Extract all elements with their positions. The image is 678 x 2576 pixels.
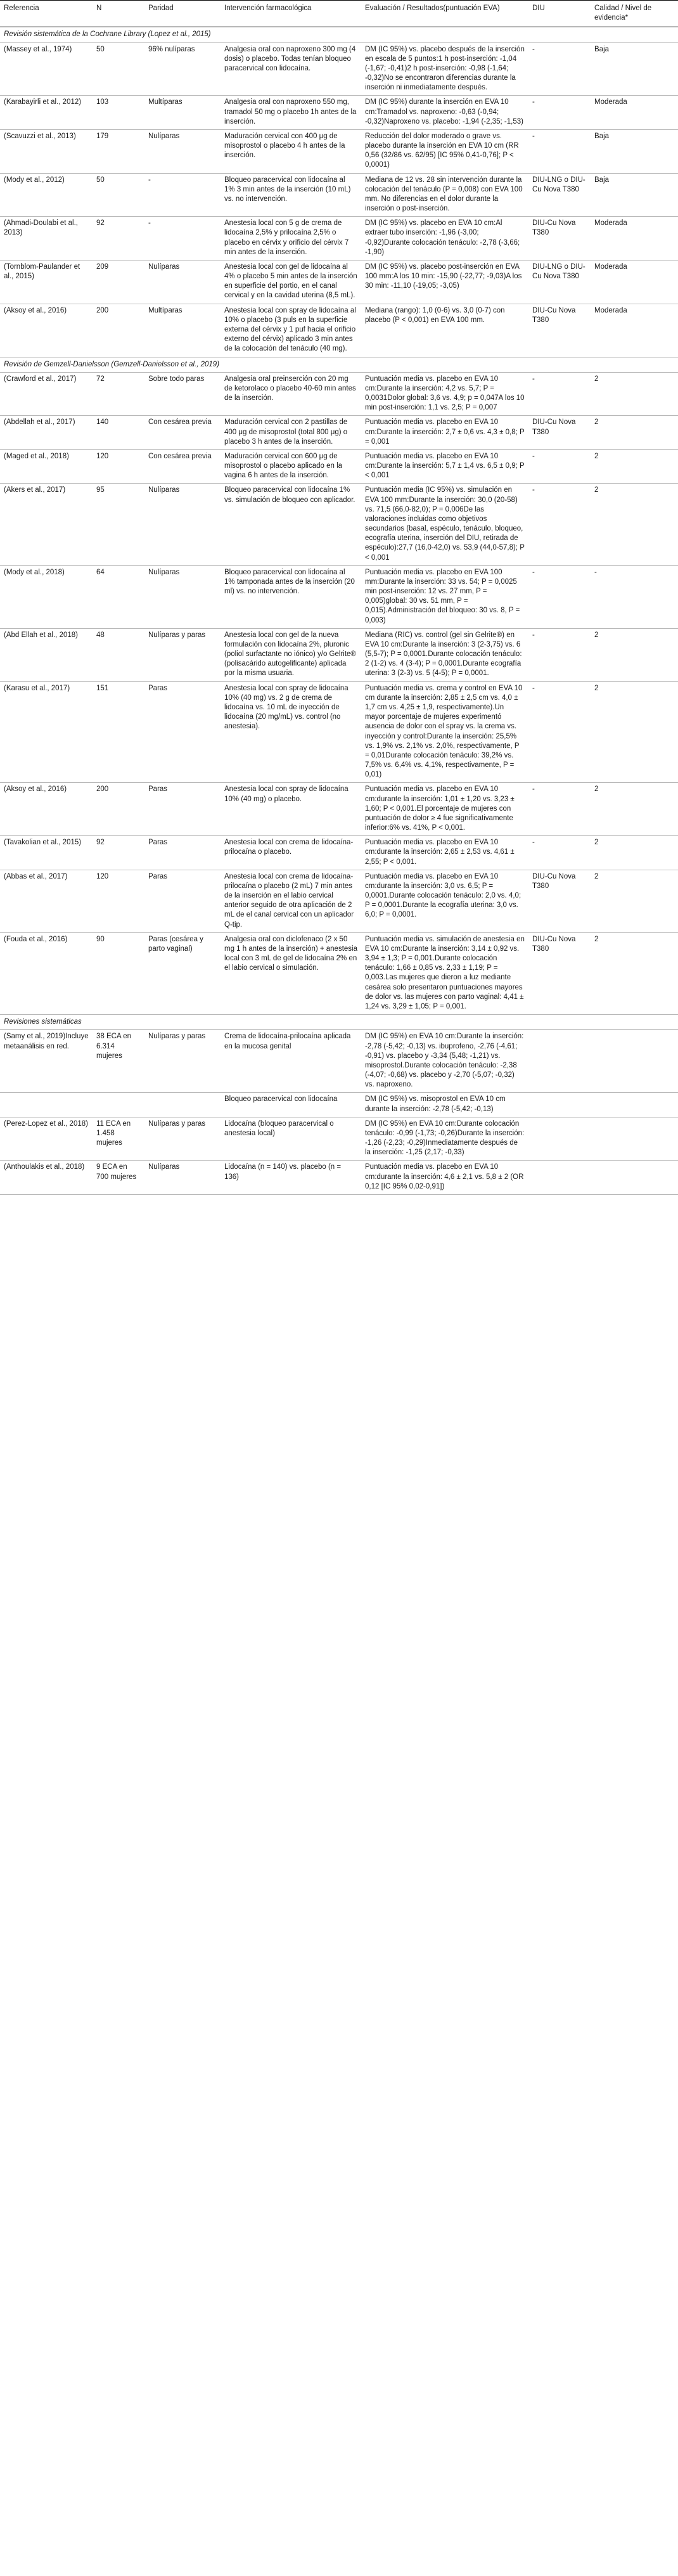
- cell-parity: Multíparas: [144, 304, 221, 357]
- section-heading-row: [0, 1015, 678, 1030]
- header-reference: Referencia: [0, 1, 93, 27]
- cell-iud: DIU-Cu Nova T380: [528, 932, 591, 1014]
- section-title: Revisión de Gemzell-Danielsson (Gemzell-Danielsson et al., 2019): [0, 357, 678, 372]
- cell-iud: [528, 1030, 591, 1093]
- cell-n: 72: [93, 372, 144, 416]
- table-row: [0, 449, 678, 484]
- cell-parity: Nulíparas y paras: [144, 1117, 221, 1161]
- cell-intervention: Anestesia local con crema de lidocaína-prilocaína o placebo.: [221, 836, 361, 870]
- cell-n: 92: [93, 217, 144, 261]
- cell-reference: (Massey et al., 1974): [0, 42, 93, 96]
- cell-n: 209: [93, 260, 144, 304]
- cell-intervention: Anestesia local con gel de lidocaína al 4% o placebo 5 min antes de la inserción en superficie del portio, en el canal cervical y en la cavidad uterina (8,5 mL).: [221, 260, 361, 304]
- table-row: [0, 416, 678, 450]
- cell-iud: -: [528, 836, 591, 870]
- cell-quality: 2: [591, 870, 678, 932]
- table-row: [0, 1117, 678, 1161]
- cell-intervention: Anestesia local con spray de lidocaína al 10% o placebo (3 puls en la superficie externa del cérvix y 1 puf hacia el orificio externo del cérvix) aplicado 3 min antes de la colocación del tenáculo (40 mg).: [221, 304, 361, 357]
- cell-evaluation: Mediana (RIC) vs. control (gel sin Gelrite®) en EVA 10 cm:Durante la inserción: 3 (2-3,75) vs. 6 (5,5-7); P = 0,0001.Durante colocación tenáculo: 2 (1-2) vs. 4 (3-4); P = 0,0001.Durante ecografía uterina: 3 (2-3) vs. 5 (4-5); P = 0,0001.: [361, 628, 528, 681]
- cell-intervention: Maduración cervical con 600 μg de misoprostol o placebo aplicado en la vagina 6 h antes de la inserción.: [221, 449, 361, 484]
- table-row: [0, 565, 678, 628]
- cell-n: 140: [93, 416, 144, 450]
- table-row: [0, 1093, 678, 1117]
- cell-reference: (Anthoulakis et al., 2018): [0, 1161, 93, 1195]
- cell-parity: Paras (cesárea y parto vaginal): [144, 932, 221, 1014]
- cell-n: 50: [93, 173, 144, 217]
- cell-evaluation: DM (IC 95%) en EVA 10 cm:Durante la inserción: -2,78 (-5,42; -0,13) vs. ibuprofeno, -2,76 (-4,61; -0,91) vs. placebo y -3,34 (5,48; -1,21) vs. misoprostol.Durante colocación tenáculo: -2,38 (-4,07; -0,68) vs. placebo y -2,70 (-5,07; -0,32) vs. naproxeno.: [361, 1030, 528, 1093]
- cell-iud: -: [528, 129, 591, 173]
- cell-iud: DIU-Cu Nova T380: [528, 416, 591, 450]
- cell-n: 48: [93, 628, 144, 681]
- cell-quality: [591, 1161, 678, 1195]
- table-row: [0, 217, 678, 261]
- cell-parity: Nulíparas y paras: [144, 1030, 221, 1093]
- cell-parity: Con cesárea previa: [144, 416, 221, 450]
- cell-reference: (Aksoy et al., 2016): [0, 783, 93, 836]
- cell-evaluation: Puntuación media vs. placebo en EVA 10 cm:durante la inserción: 4,6 ± 2,1 vs. 5,8 ± 2 (OR 0,12 [IC 95% 0,02-0,91]): [361, 1161, 528, 1195]
- cell-iud: DIU-LNG o DIU-Cu Nova T380: [528, 260, 591, 304]
- table-row: [0, 260, 678, 304]
- cell-iud: -: [528, 681, 591, 783]
- cell-iud: -: [528, 96, 591, 130]
- cell-n: 179: [93, 129, 144, 173]
- cell-quality: Moderada: [591, 96, 678, 130]
- cell-parity: Con cesárea previa: [144, 449, 221, 484]
- section-heading-row: [0, 357, 678, 372]
- cell-parity: Paras: [144, 783, 221, 836]
- table-row: [0, 836, 678, 870]
- cell-intervention: Analgesia oral con naproxeno 300 mg (4 dosis) o placebo. Todas tenían bloqueo paracervical con lidocaína.: [221, 42, 361, 96]
- cell-intervention: Maduración cervical con 400 μg de misoprostol o placebo 4 h antes de la inserción.: [221, 129, 361, 173]
- cell-iud: DIU-Cu Nova T380: [528, 870, 591, 932]
- cell-n: 9 ECA en 700 mujeres: [93, 1161, 144, 1195]
- cell-evaluation: Puntuación media vs. placebo en EVA 100 mm:Durante la inserción: 33 vs. 54; P = 0,0025 min post-inserción: 12 vs. 27 mm, P = 0,005)global: 30 vs. 51 mm, P = 0,015).Administración del bloqueo: 30 vs. 8, P = 0,003): [361, 565, 528, 628]
- cell-parity: Nulíparas: [144, 260, 221, 304]
- table-row: [0, 173, 678, 217]
- cell-evaluation: Puntuación media vs. placebo en EVA 10 cm:Durante la inserción: 4,2 vs. 5,7; P = 0,0031Dolor global: 3,6 vs. 4,9; p = 0,047A los 10 min post-inserción: 1,1 vs. 2,5; P = 0,007: [361, 372, 528, 416]
- cell-intervention: Anestesia local con crema de lidocaína-prilocaína o placebo (2 mL) 7 min antes de la inserción en el labio cervical anterior seguido de otra aplicación de 2 mL de el canal cervical con un aplicador Q-tip.: [221, 870, 361, 932]
- cell-quality: 2: [591, 449, 678, 484]
- cell-parity: Multíparas: [144, 96, 221, 130]
- cell-iud: DIU-LNG o DIU-Cu Nova T380: [528, 173, 591, 217]
- cell-n: 103: [93, 96, 144, 130]
- cell-n: 120: [93, 449, 144, 484]
- cell-reference: (Fouda et al., 2016): [0, 932, 93, 1014]
- cell-n: 64: [93, 565, 144, 628]
- cell-reference: (Abdellah et al., 2017): [0, 416, 93, 450]
- cell-intervention: Bloqueo paracervical con lidocaína al 1% tamponada antes de la inserción (20 ml) vs. no intervención.: [221, 565, 361, 628]
- cell-reference: (Karasu et al., 2017): [0, 681, 93, 783]
- cell-intervention: Bloqueo paracervical con lidocaína: [221, 1093, 361, 1117]
- cell-n: 11 ECA en 1.458 mujeres: [93, 1117, 144, 1161]
- cell-parity: -: [144, 173, 221, 217]
- cell-evaluation: DM (IC 95%) en EVA 10 cm:Durante colocación tenáculo: -0,99 (-1,73; -0,26)Durante la inserción: -1,26 (-2,23; -0,29)Inmediatamente después de la inserción: -1,25 (2,17; -0,33): [361, 1117, 528, 1161]
- cell-evaluation: Puntuación media vs. placebo en EVA 10 cm:Durante la inserción: 2,7 ± 0,6 vs. 4,3 ± 0,8; P = 0,001: [361, 416, 528, 450]
- table-row: [0, 783, 678, 836]
- cell-iud: -: [528, 449, 591, 484]
- cell-reference: (Mody et al., 2018): [0, 565, 93, 628]
- cell-quality: Baja: [591, 173, 678, 217]
- cell-intervention: Anestesia local con 5 g de crema de lidocaína 2,5% y prilocaína 2,5% o placebo en cérvix y orificio del cérvix 7 min antes de la inserción.: [221, 217, 361, 261]
- cell-iud: [528, 1093, 591, 1117]
- table-row: [0, 870, 678, 932]
- cell-quality: Moderada: [591, 304, 678, 357]
- section-title: Revisión sistemática de la Cochrane Library (Lopez et al., 2015): [0, 27, 678, 42]
- table-row: [0, 1161, 678, 1195]
- cell-reference: (Perez-Lopez et al., 2018): [0, 1117, 93, 1161]
- table-row: [0, 681, 678, 783]
- cell-parity: -: [144, 217, 221, 261]
- cell-evaluation: Puntuación media vs. simulación de anestesia en EVA 10 cm:Durante la inserción: 3,14 ± 0,92 vs. 3,94 ± 1,3; P = 0,001.Durante colocación tenáculo: 1,66 ± 0,85 vs. 2,33 ± 1,19; P = 0,003.Las mujeres que dieron a luz mediante cesárea solo presentaron puntuaciones mayores de dolor vs. las mujeres con parto vaginal: 4,41 ± 1,24 vs. 3,29 ± 1,05; P = 0,001.: [361, 932, 528, 1014]
- cell-intervention: Anestesia local con spray de lidocaína 10% (40 mg) vs. 2 g de crema de lidocaína vs. 10 mL de inyección de lidocaína (20 mg/mL) vs. control (no anestesia).: [221, 681, 361, 783]
- table-row: [0, 932, 678, 1014]
- cell-quality: 2: [591, 783, 678, 836]
- cell-evaluation: Puntuación media vs. placebo en EVA 10 cm:durante la inserción: 2,65 ± 2,53 vs. 4,61 ± 2,55; P < 0,001.: [361, 836, 528, 870]
- cell-intervention: Anestesia local con gel de la nueva formulación con lidocaína 2%, pluronic (poliol surfactante no iónico) y/o Gelrite® (polisacárido autogelificante) aplicada por la misma usuaria.: [221, 628, 361, 681]
- cell-evaluation: DM (IC 95%) vs. placebo en EVA 10 cm:Al extraer tubo inserción: -1,96 (-3,00; -0,92)Durante colocación tenáculo: -2,78 (-3,66; -1,90): [361, 217, 528, 261]
- table-row: [0, 484, 678, 565]
- header-parity: Paridad: [144, 1, 221, 27]
- header-intervention: Intervención farmacológica: [221, 1, 361, 27]
- cell-parity: Paras: [144, 681, 221, 783]
- cell-n: 90: [93, 932, 144, 1014]
- cell-intervention: Anestesia local con spray de lidocaína 10% (40 mg) o placebo.: [221, 783, 361, 836]
- cell-quality: Moderada: [591, 260, 678, 304]
- cell-reference: (Karabayirli et al., 2012): [0, 96, 93, 130]
- cell-parity: Nulíparas: [144, 565, 221, 628]
- cell-reference: (Maged et al., 2018): [0, 449, 93, 484]
- section-heading-row: [0, 27, 678, 42]
- cell-reference: (Mody et al., 2012): [0, 173, 93, 217]
- cell-parity: Nulíparas y paras: [144, 628, 221, 681]
- cell-intervention: Maduración cervical con 2 pastillas de 400 μg de misoprostol (total 800 μg) o placebo 3 h antes de la inserción.: [221, 416, 361, 450]
- cell-reference: (Abbas et al., 2017): [0, 870, 93, 932]
- evidence-table-page: [0, 0, 678, 1195]
- cell-evaluation: DM (IC 95%) vs. misoprostol en EVA 10 cm durante la inserción: -2,78 (-5,42; -0,13): [361, 1093, 528, 1117]
- cell-n: 92: [93, 836, 144, 870]
- cell-quality: Moderada: [591, 217, 678, 261]
- table-header-row: [0, 1, 678, 27]
- cell-n: [93, 1093, 144, 1117]
- table-row: [0, 304, 678, 357]
- cell-evaluation: Puntuación media vs. placebo en EVA 10 cm:durante la inserción: 3,0 vs. 6,5; P = 0,0001.Durante colocación tenáculo: 2,0 vs. 4,0; P = 0,0001.Durante la ecografía uterina: 3,0 vs. 6,0; P = 0,0001.: [361, 870, 528, 932]
- cell-intervention: Lidocaína (n = 140) vs. placebo (n = 136): [221, 1161, 361, 1195]
- cell-quality: Baja: [591, 129, 678, 173]
- cell-quality: 2: [591, 681, 678, 783]
- table-row: [0, 96, 678, 130]
- cell-parity: Paras: [144, 870, 221, 932]
- cell-n: 151: [93, 681, 144, 783]
- cell-quality: 2: [591, 628, 678, 681]
- cell-reference: [0, 1093, 93, 1117]
- cell-reference: (Aksoy et al., 2016): [0, 304, 93, 357]
- cell-iud: DIU-Cu Nova T380: [528, 217, 591, 261]
- cell-evaluation: DM (IC 95%) vs. placebo post-inserción en EVA 100 mm:A los 10 min: -15,90 (-22,77; -9,03)A los 30 min: -11,10 (-19,05; -3,05): [361, 260, 528, 304]
- cell-evaluation: Reducción del dolor moderado o grave vs. placebo durante la inserción en EVA 10 cm (RR 0,56 (32/86 vs. 62/95) [IC 95% 0,41-0,76]; P < 0,0001): [361, 129, 528, 173]
- cell-iud: [528, 1161, 591, 1195]
- cell-quality: Baja: [591, 42, 678, 96]
- cell-intervention: Analgesia oral preinserción con 20 mg de ketorolaco o placebo 40-60 min antes de la inserción.: [221, 372, 361, 416]
- cell-evaluation: Puntuación media (IC 95%) vs. simulación en EVA 100 mm:Durante la inserción: 30,0 (20-58) vs. 71,5 (66,0-82,0); P = 0,006De las valoraciones incluidas como objetivos secundarios (basal, espéculo, tenáculo, bloqueo, ecografía uterina, inserción del DIU, retirada de espéculo):27,7 (16,0-42,0) vs. 53,9 (44,0-57,8); P < 0,001: [361, 484, 528, 565]
- cell-reference: (Scavuzzi et al., 2013): [0, 129, 93, 173]
- table-row: [0, 1030, 678, 1093]
- cell-n: 200: [93, 783, 144, 836]
- cell-parity: [144, 1093, 221, 1117]
- cell-quality: [591, 1117, 678, 1161]
- table-body: [0, 27, 678, 1195]
- cell-evaluation: Puntuación media vs. crema y control en EVA 10 cm durante la inserción: 2,85 ± 2,5 cm vs. 4,0 ± 1,7 cm vs. 4,25 ± 1,9, respectivamente).Un mayor porcentaje de mujeres experimentó ausencia de dolor con el spray vs. la crema vs. inyección y control:Durante la inserción: 25,5% vs. 1,9% vs. 2,1% vs. 2,0%, respectivamente, P = 0,01Durante colocación tenáculo: 39,2% vs. 7,5% vs. 6,4% vs. 4,1%, respectivamente, P = 0,01): [361, 681, 528, 783]
- cell-evaluation: DM (IC 95%) vs. placebo después de la inserción en escala de 5 puntos:1 h post-inserción: -1,04 (-1,67; -0,41)2 h post-inserción: -0,98 (-1,64; -0,32)No se encontraron diferencias durante la inserción ni inmediatamente después.: [361, 42, 528, 96]
- cell-evaluation: Mediana de 12 vs. 28 sin intervención durante la colocación del tenáculo (P = 0,008) con EVA 100 mm. No diferencias en el dolor durante la inserción o post-inserción.: [361, 173, 528, 217]
- cell-reference: (Tavakolian et al., 2015): [0, 836, 93, 870]
- cell-n: 200: [93, 304, 144, 357]
- cell-iud: -: [528, 565, 591, 628]
- cell-intervention: Crema de lidocaína-prilocaína aplicada en la mucosa genital: [221, 1030, 361, 1093]
- cell-quality: 2: [591, 372, 678, 416]
- table-row: [0, 129, 678, 173]
- cell-iud: -: [528, 372, 591, 416]
- cell-intervention: Bloqueo paracervical con lidocaína 1% vs. simulación de bloqueo con aplicador.: [221, 484, 361, 565]
- cell-reference: (Abd Ellah et al., 2018): [0, 628, 93, 681]
- evidence-table: [0, 0, 678, 1195]
- header-quality: Calidad / Nivel de evidencia*: [591, 1, 678, 27]
- header-iud: DIU: [528, 1, 591, 27]
- cell-n: 120: [93, 870, 144, 932]
- cell-evaluation: Puntuación media vs. placebo en EVA 10 cm:durante la inserción: 1,01 ± 1,20 vs. 3,23 ± 1,60; P < 0,001.El porcentaje de mujeres con puntuación de dolor ≥ 4 fue significativamente inferior:6% vs. 41%, P < 0,001.: [361, 783, 528, 836]
- cell-intervention: Analgesia oral con diclofenaco (2 x 50 mg 1 h antes de la inserción) + anestesia local con 3 mL de gel de lidocaína 2% en el labio cervical o simulación.: [221, 932, 361, 1014]
- cell-parity: Nulíparas: [144, 484, 221, 565]
- table-row: [0, 42, 678, 96]
- cell-iud: [528, 1117, 591, 1161]
- cell-parity: Nulíparas: [144, 1161, 221, 1195]
- cell-intervention: Lidocaína (bloqueo paracervical o anestesia local): [221, 1117, 361, 1161]
- header-n: N: [93, 1, 144, 27]
- cell-reference: (Crawford et al., 2017): [0, 372, 93, 416]
- cell-evaluation: Puntuación media vs. placebo en EVA 10 cm:Durante la inserción: 5,7 ± 1,4 vs. 6,5 ± 0,9; P < 0,001: [361, 449, 528, 484]
- cell-reference: (Samy et al., 2019)Incluye metaanálisis en red.: [0, 1030, 93, 1093]
- cell-parity: 96% nulíparas: [144, 42, 221, 96]
- cell-parity: Sobre todo paras: [144, 372, 221, 416]
- cell-quality: 2: [591, 416, 678, 450]
- cell-iud: -: [528, 42, 591, 96]
- table-row: [0, 628, 678, 681]
- cell-reference: (Akers et al., 2017): [0, 484, 93, 565]
- cell-iud: DIU-Cu Nova T380: [528, 304, 591, 357]
- cell-iud: -: [528, 484, 591, 565]
- cell-iud: -: [528, 628, 591, 681]
- cell-quality: -: [591, 565, 678, 628]
- cell-n: 50: [93, 42, 144, 96]
- cell-reference: (Tornblom-Paulander et al., 2015): [0, 260, 93, 304]
- cell-evaluation: DM (IC 95%) durante la inserción en EVA 10 cm:Tramadol vs. naproxeno: -0,63 (-0,94; -0,32)Naproxeno vs. placebo: -1,94 (-2,35; -1,53): [361, 96, 528, 130]
- cell-parity: Paras: [144, 836, 221, 870]
- cell-intervention: Bloqueo paracervical con lidocaína al 1% 3 min antes de la inserción (10 mL) vs. no intervención.: [221, 173, 361, 217]
- cell-reference: (Ahmadi-Doulabi et al., 2013): [0, 217, 93, 261]
- cell-quality: [591, 1093, 678, 1117]
- section-title: Revisiones sistemáticas: [0, 1015, 678, 1030]
- cell-quality: 2: [591, 836, 678, 870]
- cell-intervention: Analgesia oral con naproxeno 550 mg, tramadol 50 mg o placebo 1h antes de la inserción.: [221, 96, 361, 130]
- cell-parity: Nulíparas: [144, 129, 221, 173]
- cell-evaluation: Mediana (rango): 1,0 (0-6) vs. 3,0 (0-7) con placebo (P < 0,001) en EVA 100 mm.: [361, 304, 528, 357]
- cell-n: 95: [93, 484, 144, 565]
- header-evaluation: Evaluación / Resultados(puntuación EVA): [361, 1, 528, 27]
- cell-quality: 2: [591, 484, 678, 565]
- cell-iud: -: [528, 783, 591, 836]
- cell-n: 38 ECA en 6.314 mujeres: [93, 1030, 144, 1093]
- cell-quality: [591, 1030, 678, 1093]
- table-row: [0, 372, 678, 416]
- cell-quality: 2: [591, 932, 678, 1014]
